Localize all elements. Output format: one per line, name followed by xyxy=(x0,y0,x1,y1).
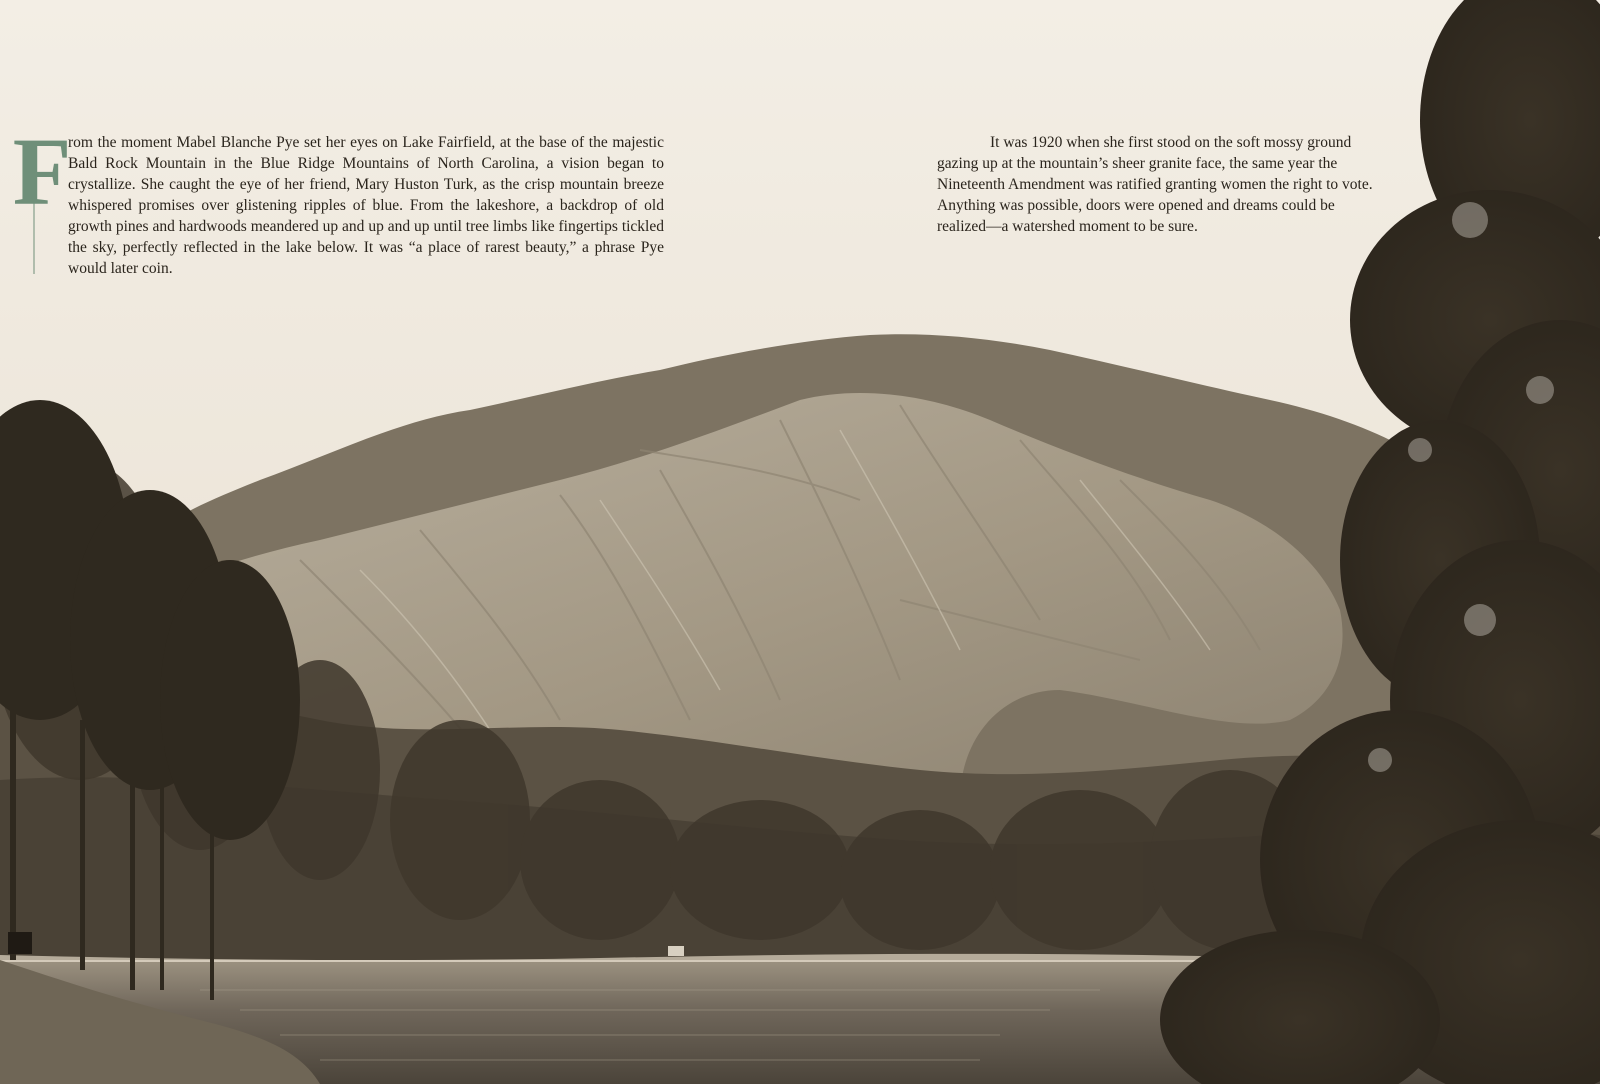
drop-cap-glyph: F xyxy=(12,118,72,225)
body-text-right-column: It was 1920 when she first stood on the soft mossy ground gazing up at the mountain’s sheer granite face, the same year the Nineteenth Amendment was ratified granting women the right to vote. Anything was possible, doors were opened and dreams could be realized—a watershed moment to be sure. xyxy=(937,134,1373,235)
body-text-left-column: rom the moment Mabel Blanche Pye set her eyes on Lake Fairfield, at the base of the majestic Bald Rock Mountain in the Blue Ridge Mountains of North Carolina, a vision began to crystallize. She caught the eye of her friend, Mary Huston Turk, as the crisp mountain breeze whispered promises over glistening ripples of blue. From the lakeshore, a backdrop of old growth pines and hardwoods meandered up and up and up until tree limbs like fingertips tickled the sky, perfectly reflected in the lake below. It was “a place of rarest beauty,” a phrase Pye would later coin. xyxy=(68,134,664,277)
drop-cap-letter xyxy=(12,104,72,284)
